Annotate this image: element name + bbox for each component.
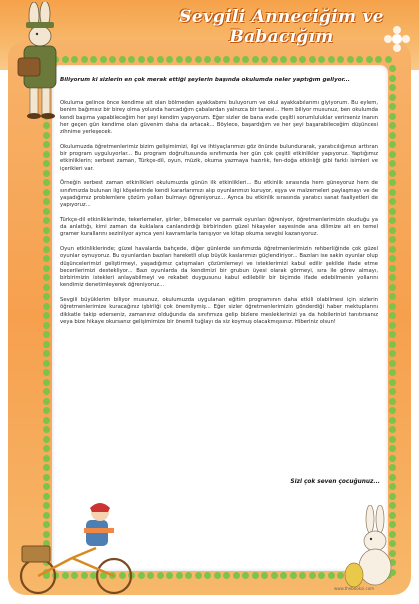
border-dot xyxy=(337,56,344,63)
border-dot xyxy=(81,56,88,63)
border-dot xyxy=(389,75,396,82)
border-dot xyxy=(389,265,396,272)
border-dot xyxy=(389,255,396,262)
border-dot xyxy=(328,56,335,63)
border-dot xyxy=(318,572,325,579)
border-dot xyxy=(389,132,396,139)
border-dot xyxy=(109,56,116,63)
border-dot xyxy=(385,56,392,63)
border-dot xyxy=(157,56,164,63)
border-dot xyxy=(43,293,50,300)
border-dot xyxy=(389,369,396,376)
border-dot xyxy=(43,464,50,471)
border-dot xyxy=(43,236,50,243)
border-dot xyxy=(389,122,396,129)
border-dot xyxy=(389,293,396,300)
border-dot xyxy=(185,56,192,63)
border-dot xyxy=(43,312,50,319)
border-dot xyxy=(389,198,396,205)
border-dot xyxy=(43,445,50,452)
border-dot xyxy=(389,236,396,243)
border-dot xyxy=(100,56,107,63)
border-dot xyxy=(290,56,297,63)
border-dot xyxy=(43,350,50,357)
border-dot xyxy=(90,56,97,63)
border-dot xyxy=(309,572,316,579)
border-dot xyxy=(185,572,192,579)
border-dot xyxy=(43,274,50,281)
border-dot xyxy=(389,274,396,281)
border-dot xyxy=(43,407,50,414)
border-dot xyxy=(389,331,396,338)
border-dot xyxy=(119,56,126,63)
border-dot xyxy=(43,455,50,462)
border-dot xyxy=(43,265,50,272)
border-dot xyxy=(280,572,287,579)
border-dot xyxy=(271,572,278,579)
border-dot xyxy=(389,284,396,291)
footer-url: www.thebooksi.com xyxy=(334,586,375,591)
border-dot xyxy=(389,464,396,471)
letter-paragraph: Okulumuzda öğretmenlerimiz bizim gelişimimizi, ilgi ve ihtiyaçlarımızı göz önünde bulundurarak, yaratıcılığımızı arttıran bir program uyguluyorlar... Bu program doğrultusunda sınıfımızda her gün çok çeşitli etkinlikler yapıyoruz. Yaptığımız etkinliklerin; serbest zaman, Türkçe-dil, oyun, müzik, okuma yazmaya hazırlık, fen-doğa etkinliği gibi farklı isimleri ve içerikleri var. xyxy=(60,143,378,172)
border-dot xyxy=(43,151,50,158)
border-dot xyxy=(166,572,173,579)
border-dot xyxy=(43,189,50,196)
letter-signature: Sizi çok seven çocuğunuz... xyxy=(290,479,380,485)
letter-lead: Biliyorum ki sizlerin en çok merak ettiği şeylerin başında okulumda neler yaptığım geliyor... xyxy=(60,77,350,83)
border-dot xyxy=(389,417,396,424)
border-dot xyxy=(204,572,211,579)
border-dot xyxy=(389,445,396,452)
border-dot xyxy=(43,170,50,177)
border-dot xyxy=(43,369,50,376)
border-dot xyxy=(389,113,396,120)
letter-paragraph: Okuluma gelince önce kendime ait olan bölmeden ayakkabımı buluyorum ve okul ayakkabılarımı giyiyorum. Bu eylem, benim bağımsız bir birey olma yolunda harcadığım çabalardan yalnızca bir tanesi... Hem biliyor musunuz, ben okulumda kendi başıma yapabileceğim her şeyi kendim yapıyorum. Eğer sizler de bana evde çeşitli sorumluluklar verirseniz inanın her geçen gün kendime olan güvenim daha da artacak... Böylece, başardığım ve her şeyi başarabileceğim düşüncesi zihnime yerleşecek. xyxy=(60,100,378,136)
letter-paragraph: Sevgili büyüklerim biliyor musunuz, okulumuzda uygulanan eğitim programının daha etkili olabilmesi için sizlerin öğretmenlerimize kuracağınız işbirliği çok önemliymiş... Eğer sizler öğretmenlerimizin gönderdiği haber mektuplarını dikkatle takip ederseniz, zamanınız olduğunda da sınıfımıza gelip bizlere mesleklerinizi ya da hobilerinizi tanıtırsanız veya bize hikaye okursanız gelişimimize bir önemli tuğlayı da siz koymuş olacakmışsınız. Hiberiniz olsun! xyxy=(60,297,378,325)
border-dot xyxy=(128,56,135,63)
border-dot xyxy=(309,56,316,63)
border-dot xyxy=(43,208,50,215)
border-dot xyxy=(43,341,50,348)
border-dot xyxy=(43,132,50,139)
border-dot xyxy=(389,436,396,443)
border-dot xyxy=(261,572,268,579)
border-dot xyxy=(166,56,173,63)
border-dot xyxy=(223,56,230,63)
border-dot xyxy=(389,455,396,462)
border-dot xyxy=(389,246,396,253)
border-dot xyxy=(389,179,396,186)
border-dot xyxy=(43,179,50,186)
border-dot xyxy=(43,141,50,148)
border-dot xyxy=(233,56,240,63)
border-dot xyxy=(389,341,396,348)
border-dot xyxy=(43,198,50,205)
border-dot xyxy=(43,474,50,481)
border-dot xyxy=(389,407,396,414)
border-dot xyxy=(43,417,50,424)
letter-paragraph: Örneğin serbest zaman etkinlikleri okulumuzda günün ilk etkinlikleri... Bu etkinlik sırasında hem güneyoruz hem de sınıfımızda bulunan ilgi köşelerinde kendi kararlarımızı alıp oyunlarımızı kuruyor, eşya ve malzemeleri paylaşmayı ve de yaşadığımız problemlere çözüm yolları bulmayı öğreniyoruz... Ayrıca bu etkinlik sırasında yaratıcı sanat faaliyetleri de yapıyoruz... xyxy=(60,180,378,209)
border-dot xyxy=(195,56,202,63)
border-dot xyxy=(223,572,230,579)
border-dot xyxy=(347,56,354,63)
border-dot xyxy=(43,160,50,167)
border-dot xyxy=(389,360,396,367)
border-dot xyxy=(389,388,396,395)
border-dot xyxy=(214,56,221,63)
border-dot xyxy=(261,56,268,63)
border-dot xyxy=(147,572,154,579)
border-dot xyxy=(389,322,396,329)
border-dot xyxy=(176,572,183,579)
border-dot xyxy=(318,56,325,63)
border-dot xyxy=(43,388,50,395)
page-title: Sevgili Anneciğim ve Babacığım xyxy=(179,7,384,47)
border-dot xyxy=(389,84,396,91)
border-dot xyxy=(280,56,287,63)
border-dot xyxy=(43,255,50,262)
border-dot xyxy=(389,189,396,196)
border-dot xyxy=(389,398,396,405)
rabbit-easter-egg-icon xyxy=(340,505,415,597)
border-dot xyxy=(43,303,50,310)
letter-body xyxy=(60,86,378,334)
border-dot xyxy=(356,56,363,63)
border-dot xyxy=(43,436,50,443)
child-bicycle-icon xyxy=(14,498,144,598)
border-dot xyxy=(252,56,259,63)
border-dot xyxy=(389,208,396,215)
border-dot xyxy=(389,160,396,167)
border-dot xyxy=(242,572,249,579)
border-dot xyxy=(389,65,396,72)
border-dot xyxy=(43,322,50,329)
border-dot xyxy=(43,483,50,490)
border-dot xyxy=(389,379,396,386)
border-dot xyxy=(43,398,50,405)
border-dot xyxy=(43,284,50,291)
border-dot xyxy=(43,246,50,253)
letter-paragraph: Oyun etkinliklerinde; güzel havalarda bahçede, diğer günlerde sınıfımızda öğretmenlerimizin rehberliğinde çok güzel oyunlar oynuyoruz. Bu oyunlardan bazıları hareketli olup büyük kaslarımızı güçlendiriyor... Bazıları ise sakin oyunlar olup düşüncelerimizi geliştirmeyi, yaşadığımız çatışmaları çözümlemeyi ve isteklerimizi kabul edilir şekilde ifade etme becerilerimizi destekliyor... Bazı oyunlarda da kendimizi bir grubun üyesi olarak görmeyi, sıra ile görev almayı, birbirimizin istekleri anlayabilmeyi ve rekabet duygusunu kabul edilebilir bir biçimde ifade edebilmenin yollarını kendimiz denetimleyerek öğreniyoruz... xyxy=(60,245,378,289)
border-dot xyxy=(389,170,396,177)
border-dot xyxy=(389,217,396,224)
border-dot xyxy=(242,56,249,63)
border-dot xyxy=(252,572,259,579)
border-dot xyxy=(389,474,396,481)
border-dot xyxy=(389,227,396,234)
border-dot xyxy=(389,94,396,101)
border-dot xyxy=(176,56,183,63)
border-dot xyxy=(299,572,306,579)
border-dot xyxy=(389,312,396,319)
border-dot xyxy=(328,572,335,579)
border-dot xyxy=(214,572,221,579)
border-dot xyxy=(389,426,396,433)
border-dot xyxy=(389,103,396,110)
border-dot xyxy=(271,56,278,63)
border-dot xyxy=(389,483,396,490)
border-dot xyxy=(43,426,50,433)
border-dot xyxy=(43,217,50,224)
border-dot xyxy=(233,572,240,579)
border-dot xyxy=(299,56,306,63)
border-dot xyxy=(204,56,211,63)
border-dot xyxy=(157,572,164,579)
letter-paragraph: Türkçe-dil etkinliklerinde, tekerlemeler, şiirler, bilmeceler ve parmak oyunları öğreniyor, öğretmenlerimizin okuduğu ya da anlattığı, kimi zaman da kuklalara canlandırdığı birbirinden güzel hikayeler sayesinde ana dilimize ait en temel gramer kurallarını sezinliyor ayrıca yeni kavramlarla tanışıyor ve kitap okuma sevgisi kazanıyoruz. xyxy=(60,216,378,238)
border-dot xyxy=(43,360,50,367)
border-dot xyxy=(147,56,154,63)
border-dot xyxy=(389,151,396,158)
border-dot xyxy=(290,572,297,579)
border-dot xyxy=(389,350,396,357)
border-dot xyxy=(389,141,396,148)
border-dot xyxy=(195,572,202,579)
border-dot xyxy=(43,379,50,386)
flower-icon xyxy=(382,24,412,54)
border-dot xyxy=(138,56,145,63)
border-dot xyxy=(366,56,373,63)
border-dot xyxy=(389,493,396,500)
border-dot xyxy=(375,56,382,63)
border-dot xyxy=(389,303,396,310)
border-dot xyxy=(43,227,50,234)
border-dot xyxy=(43,331,50,338)
